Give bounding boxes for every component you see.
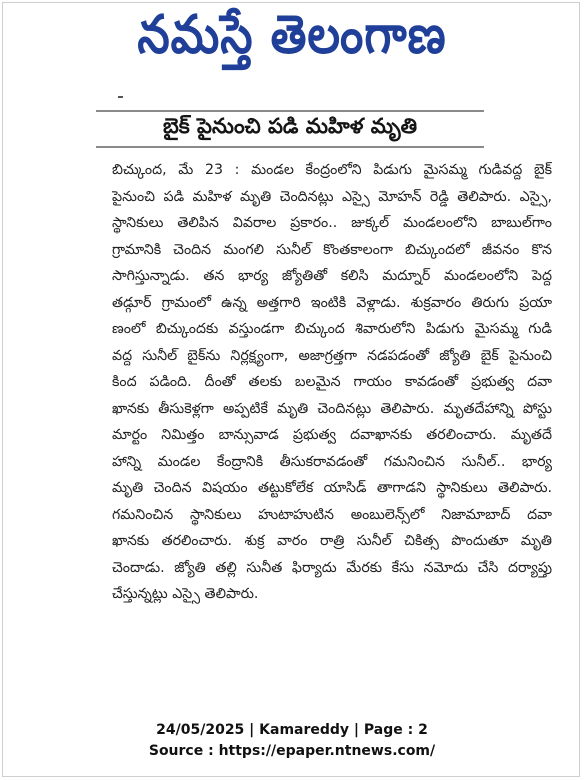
article-line: సాగిస్తున్నాడు. తన భార్య జ్యోతితో కలిసి మద్నూర్ మండలంలోని పెద్ద xyxy=(112,268,552,284)
newspaper-masthead: నమస్తే తెలంగాణ xyxy=(137,3,447,66)
footer-source: Source : https://epaper.ntnews.com/ xyxy=(148,743,436,759)
separator-mark xyxy=(118,96,123,98)
article-line: కింద పడింది. దీంతో తలకు బలమైన గాయం కావడంతో ప్రభుత్వ దవా xyxy=(112,374,552,390)
article-line: గమనించిన స్థానికులు హుటాహుటిన అంబులెన్స్‌లో నిజామాబాద్ దవా xyxy=(112,506,552,523)
article-line: పైనుంచి పడి మహిళ మృతి చెందినట్లు ఎస్సై మోహన్ రెడ్డి తెలిపారు. ఎస్సై, xyxy=(112,188,552,205)
article-line: చేస్తున్నట్లు ఎస్సై తెలిపారు. xyxy=(112,586,259,602)
article-line: హాన్ని మండల కేంద్రానికి తీసుకరావడంతో గమనించిన సునీల్.. భార్య xyxy=(112,453,552,470)
headline-box xyxy=(96,110,484,148)
article-line: ఖానకు తరలించారు. శుక్ర వారం రాత్రి సునీల్ చికిత్స పొందుతూ మృతి xyxy=(112,533,552,549)
article-line: చెందాడు. జ్యోతి తల్లి సునీత ఫిర్యాదు మేరకు కేసు నమోదు చేసి దర్యాప్తు xyxy=(112,559,552,576)
article-line: బిచ్కుంద, మే 23 : మండల కేంద్రంలోని పిడుగు మైసమ్మ గుడివద్ద బైక్ xyxy=(112,162,552,178)
article-body xyxy=(112,157,552,608)
article-line: మృతి చెందిన విషయం తట్టుకోలేక యాసిడ్ తాగాడని స్థానికులు తెలిపారు. xyxy=(112,480,552,496)
article-headline: బైక్ పైనుంచి పడి మహిళ మృతి xyxy=(162,114,417,138)
article-line: మార్టం నిమిత్తం బాన్సువాడ ప్రభుత్వ దవాఖానకు తరలించారు. మృతదే xyxy=(112,427,552,443)
footer-date-edition: 24/05/2025 | Kamareddy | Page : 2 xyxy=(156,722,428,738)
article-line: ఖానకు తీసుకెళ్లగా అప్పటికే మృతి చెందినట్లు తెలిపారు. మృతదేహాన్ని పోస్టు xyxy=(112,400,552,417)
article-line: గ్రామానికి చెందిన మంగలి సునీల్ కొంతకాలంగా బిచ్కుందలో జీవనం కొన xyxy=(112,241,552,258)
article-line: వద్ద సునీల్ బైక్‌ను నిర్లక్ష్యంగా, అజాగ్రత్తగా నడపడంతో జ్యోతి బైక్ పైనుంచి xyxy=(112,347,552,364)
article-line: ణంలో బిచ్కుందకు వస్తుండగా బిచ్కుంద శివారులోని పిడుగు మైసమ్మ గుడి xyxy=(112,321,552,337)
article-line: స్థానికులు తెలిపిన వివరాల ప్రకారం.. జుక్కల్ మండలంలోని బాబుల్‌గాం xyxy=(112,215,552,231)
article-line: తడ్గూర్ గ్రామంలో ఉన్న అత్తగారి ఇంటికి వెళ్లాడు. శుక్రవారం తిరుగు ప్రయా xyxy=(112,294,552,311)
